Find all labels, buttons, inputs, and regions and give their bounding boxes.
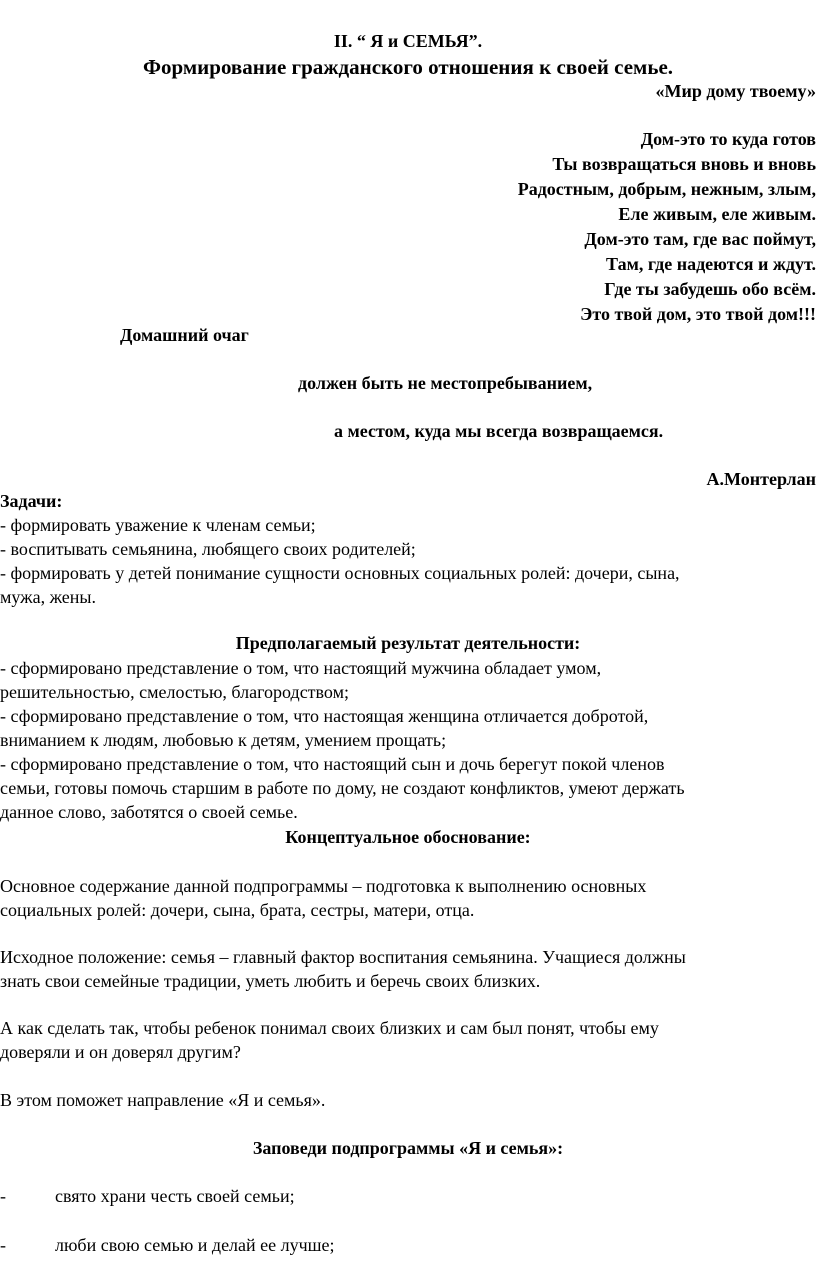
poem-line: Это твой дом, это твой дом!!!: [580, 304, 816, 324]
task-line: - формировать у детей понимание сущности основных социальных ролей: дочери, сына,: [0, 563, 680, 583]
concept-paragraph-line: В этом поможет направление «Я и семья».: [0, 1090, 326, 1110]
poem-line: Дом-это то куда готов: [640, 129, 816, 149]
task-line: - воспитывать семьянина, любящего своих родителей;: [0, 539, 416, 559]
task-line: мужа, жены.: [0, 587, 96, 607]
result-line: - сформировано представление о том, что настоящая женщина отличается добротой,: [0, 706, 649, 726]
quote-line-2: должен быть не местопребыванием,: [298, 373, 593, 393]
commandment-text: люби свою семью и делай ее лучше;: [55, 1235, 335, 1255]
result-line: решительностью, смелостью, благородством;: [0, 682, 349, 702]
commandments-heading: Заповеди подпрограммы «Я и семья»:: [252, 1138, 564, 1158]
concept-paragraph-line: А как сделать так, чтобы ребенок понимал своих близких и сам был понят, чтобы ему: [0, 1018, 659, 1038]
poem-line: Ты возвращаться вновь и вновь: [552, 154, 816, 174]
quote-line-1: Домашний очаг: [120, 325, 249, 345]
quote-author: А.Монтерлан: [706, 469, 816, 489]
tasks-heading: Задачи:: [0, 491, 63, 511]
concept-paragraph-line: социальных ролей: дочери, сына, брата, сестры, матери, отца.: [0, 900, 475, 920]
poem-line: Там, где надеются и ждут.: [606, 254, 816, 274]
poem-line: Еле живым, еле живым.: [618, 204, 816, 224]
poem-line: Где ты забудешь обо всём.: [604, 279, 816, 299]
concept-paragraph-line: Исходное положение: семья – главный фактор воспитания семьянина. Учащиеся должны: [0, 947, 686, 967]
concept-heading: Концептуальное обоснование:: [285, 827, 531, 847]
motto: «Мир дому твоему»: [655, 81, 816, 101]
concept-paragraph-line: доверяли и он доверял другим?: [0, 1042, 241, 1062]
result-line: вниманием к людям, любовью к детям, умением прощать;: [0, 730, 447, 750]
result-line: - сформировано представление о том, что настоящий мужчина обладает умом,: [0, 658, 602, 678]
main-title: Формирование гражданского отношения к своей семье.: [142, 55, 674, 79]
poem-line: Дом-это там, где вас поймут,: [584, 229, 816, 249]
task-line: - формировать уважение к членам семьи;: [0, 515, 316, 535]
concept-paragraph-line: знать свои семейные традиции, уметь любить и беречь своих близких.: [0, 971, 541, 991]
result-line: семьи, готовы помочь старшим в работе по дому, не создают конфликтов, умеют держать: [0, 778, 685, 798]
poem-line: Радостным, добрым, нежным, злым,: [517, 179, 816, 199]
result-heading: Предполагаемый результат деятельности:: [235, 633, 581, 653]
commandment-dash: -: [0, 1235, 6, 1255]
commandment-dash: -: [0, 1186, 6, 1206]
result-line: - сформировано представление о том, что настоящий сын и дочь берегут покой членов: [0, 754, 665, 774]
quote-line-3: а местом, куда мы всегда возвращаемся.: [334, 421, 664, 441]
commandment-text: свято храни честь своей семьи;: [55, 1186, 295, 1206]
section-title: II. “ Я и СЕМЬЯ”.: [333, 31, 483, 51]
result-line: данное слово, заботятся о своей семье.: [0, 802, 298, 822]
concept-paragraph-line: Основное содержание данной подпрограммы – подготовка к выполнению основных: [0, 876, 647, 896]
